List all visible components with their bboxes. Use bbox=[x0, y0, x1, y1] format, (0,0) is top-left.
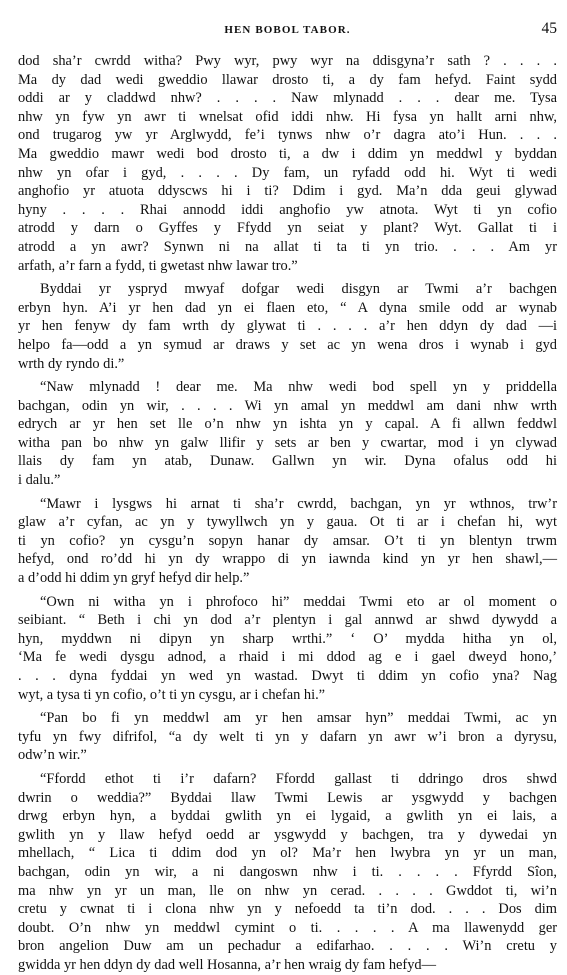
text-line: dwrin o weddia?” Byddai llaw Twmi Lewis ar ysgwydd y bachgen bbox=[18, 789, 557, 806]
text-line: drwg erbyn hyn, a byddai gwlith yn ei lygaid, a gwlith yn ei lais, a bbox=[18, 808, 557, 825]
text-line: i dalu.” bbox=[18, 472, 61, 489]
text-line: doubt. O’n nhw yn meddwl cymint o ti. . . . . A ma llawenydd ger bbox=[18, 919, 557, 936]
text-line: hefyd, ond ro’dd hi yn dy wrappo di yn iawnda kind yn yr hen shawl,— bbox=[18, 551, 557, 568]
text-line: Ma dy dad wedi gweddio llawar drosto ti, a dy fam hefyd. Faint sydd bbox=[18, 71, 557, 88]
text-line: “Naw mlynadd ! dear me. Ma nhw wedi bod spell yn y priddella bbox=[40, 379, 557, 396]
paragraph bbox=[18, 280, 557, 373]
text-line: atrodd a yn awr? Synwn ni na allat ti ta ti yn trio. . . . Am yr bbox=[18, 238, 557, 255]
paragraph bbox=[18, 770, 557, 975]
text-line: wrth dy ryndo di.” bbox=[18, 355, 125, 372]
text-line: a d’odd hi ddim yn gryf hefyd dir help.” bbox=[18, 570, 250, 587]
text-line: mhellach, “ Lica ti ddim dod yn ol? Ma’r hen lwybra yn yr un man, bbox=[18, 845, 557, 862]
text-line: odw’n wir.” bbox=[18, 747, 87, 764]
paragraph bbox=[18, 378, 557, 490]
text-line: bachgan, odin yn wir, a ni dangoswn nhw i ti. . . . . Ffyrdd Sîon, bbox=[18, 863, 557, 880]
page-header bbox=[18, 20, 557, 46]
text-line: “Own ni witha yn i phrofoco hi” meddai Twmi eto ar ol moment o bbox=[40, 593, 557, 610]
book-page bbox=[18, 20, 557, 973]
text-line: ‘Ma fe wedi dysgu adnod, a rhaid i mi ddod ag e i gael dweyd hono,’ bbox=[18, 649, 557, 666]
text-line: helpo fa—odd a yn symud ar draws y set ac yn wena dros i wynab i gyd bbox=[18, 336, 557, 353]
body-text bbox=[18, 52, 557, 975]
text-line: ti yn cofio? yn cysgu’n sopyn hanar dy amsar. O’t ti yn blentyn trwm bbox=[18, 532, 557, 549]
page-number: 45 bbox=[541, 20, 557, 37]
text-line: edrych ar yr hen set lle o’n nhw yn ishta yn y capal. A fi allwn feddwl bbox=[18, 416, 557, 433]
text-line: atrodd y darn o Gyffes y Ffydd yn seiat y plant? Wyt. Gallat ti i bbox=[18, 220, 557, 237]
text-line: gwidda yr hen ddyn dy dad well Hosanna, a’r hen wraig dy fam hefyd— bbox=[18, 956, 437, 973]
text-line: ond trugarog yw yr Arglwydd, fe’i tynws nhw o’r dagra ato’i Hun. . . . bbox=[18, 127, 557, 144]
text-line: llais dy fam yn atab, Dunaw. Gallwn yn wir. Dyna ofalus odd hi bbox=[18, 453, 557, 470]
text-line: yr hen fenyw dy fam wrth dy glywat ti . . . . a’r hen ddyn dy dad —i bbox=[18, 318, 557, 335]
paragraph bbox=[18, 709, 557, 765]
text-line: oddi ar y claddwd nhw? . . . . Naw mlynadd . . . dear me. Tysa bbox=[18, 90, 557, 107]
text-line: anghofio yr atuota ddyscws hi i ti? Ddim i gyd. Ma’n dda geui glywad bbox=[18, 183, 557, 200]
text-line: seibiant. “ Beth i chi yn dod a’r plentyn i gal annwd ar shwd dywydd a bbox=[18, 612, 557, 629]
text-line: . . . dyna fyddai yn wed yn wastad. Dwyt ti ddim yn cofio yna? Nag bbox=[18, 668, 557, 684]
text-line: “Mawr i lysgws hi arnat ti sha’r cwrdd, bachgan, yn yr wthnos, trw’r bbox=[40, 495, 557, 512]
text-line: witha pan bo nhw yn galw llifir y sets ar ben y cwartar, mod i yn clywad bbox=[18, 434, 557, 451]
text-line: dod sha’r cwrdd witha? Pwy wyr, pwy wyr na ddisgyna’r sath ? . . . . bbox=[18, 53, 557, 69]
text-line: ma nhw yn yr un man, lle on nhw yn cerad. . . . . Gwddot ti, wi’n bbox=[18, 882, 557, 899]
text-line: tyfu yn fwy difrifol, “a dy welt ti yn y dafarn yn awr w’i bron a dyrysu, bbox=[18, 728, 557, 745]
text-line: bron angelion Duw am un pechadur a edifarhao. . . . . Wi’n cretu y bbox=[18, 938, 557, 955]
text-line: Byddai yr yspryd mwyaf dofgar wedi disgyn ar Twmi a’r bachgen bbox=[40, 281, 557, 298]
text-line: hyny . . . . Rhai annodd iddi anghofio yw atnota. Wyt ti yn cofio bbox=[18, 201, 557, 218]
paragraph bbox=[18, 593, 557, 705]
text-line: Ma gweddio mawr wedi bod drosto ti, a dw i ddim yn meddwl y byddan bbox=[18, 145, 557, 162]
text-line: wyt, a tysa ti yn cofio, o’t ti yn cysgu, ar i chefan hi.” bbox=[18, 686, 326, 703]
text-line: arfath, a’r farn a fydd, ti gwetast nhw lawar tro.” bbox=[18, 257, 298, 274]
paragraph bbox=[18, 52, 557, 275]
running-title: HEN BOBOL TABOR. bbox=[224, 24, 351, 36]
paragraph bbox=[18, 495, 557, 588]
text-line: glaw a’r cyfan, ac yn y tywyllwch yn y gaua. Ot ti ar i chefan hi, wyt bbox=[18, 514, 557, 531]
text-line: gwlith yn y llaw hefyd oedd ar ysgwydd y bachgen, tra y dywedai yn bbox=[18, 826, 557, 843]
text-line: “Pan bo fi yn meddwl am yr hen amsar hyn” meddai Twmi, ac yn bbox=[40, 710, 557, 727]
text-line: bachgan, odin yn wir, . . . . Wi yn amal yn meddwl am dani nhw wrth bbox=[18, 397, 557, 414]
text-line: nhw yn fyw yn awr ti wnelsat ofid iddi nhw. Hi fysa yn hallt arni nhw, bbox=[18, 108, 557, 125]
text-line: erbyn hyn. A’i yr hen dad yn ei flaen eto, “ A dyna smile odd ar wynab bbox=[18, 299, 557, 316]
text-line: nhw yn ofar i gyd, . . . . Dy fam, un ryfadd odd hi. Wyt ti wedi bbox=[18, 164, 557, 181]
text-line: “Ffordd ethot ti i’r dafarn? Ffordd gallast ti ddringo dros shwd bbox=[40, 770, 557, 787]
text-line: cretu y cwnat ti i clona nhw yn y nefoedd ta ti’n dod. . . . Dos dim bbox=[18, 901, 557, 918]
text-line: hyn, myddwn ni dipyn yn sharp wrthi.” ‘ O’ mydda hitha yn ol, bbox=[18, 630, 557, 647]
